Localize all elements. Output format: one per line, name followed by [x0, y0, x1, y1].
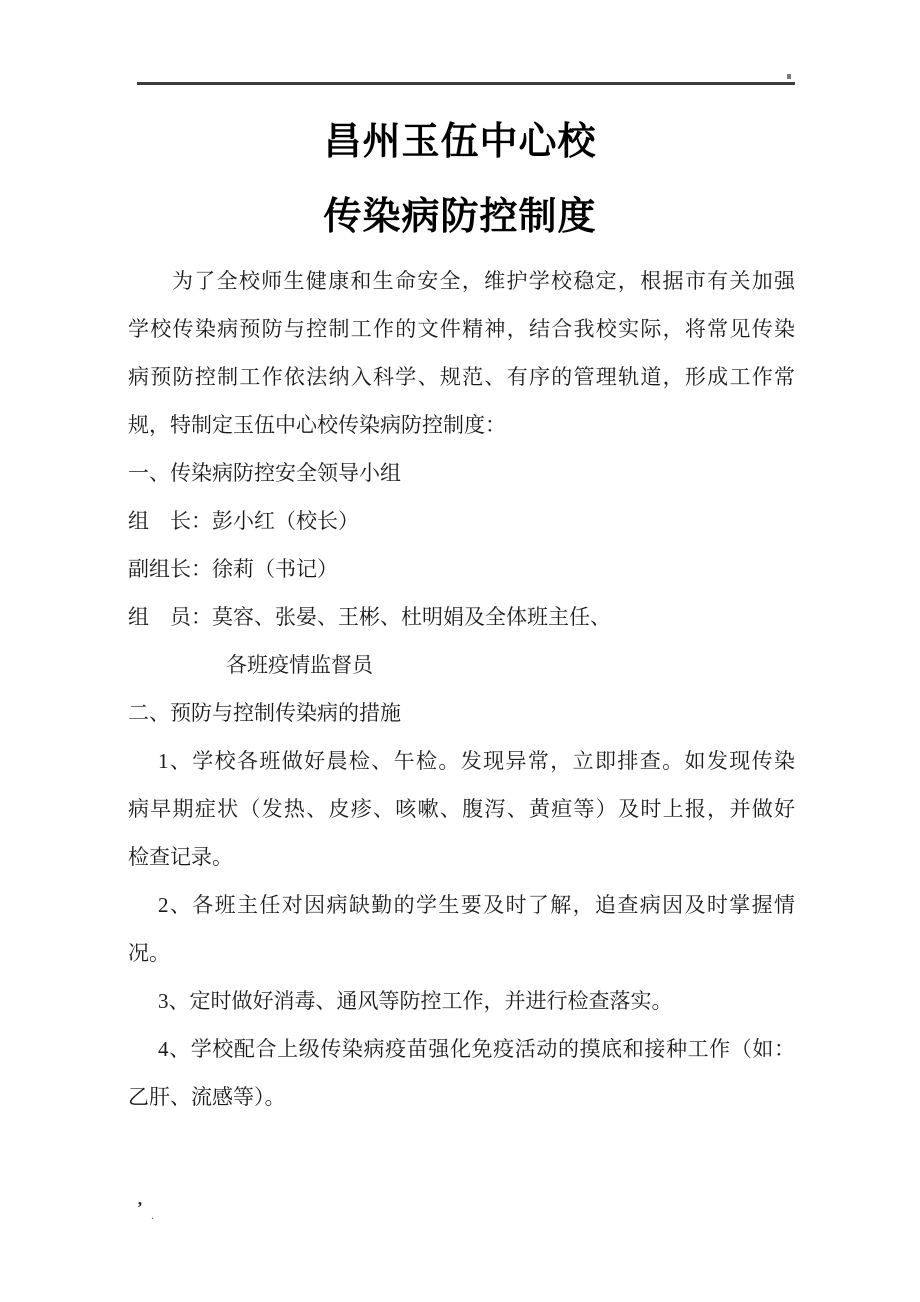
stray-apostrophe-mark: ’: [137, 1198, 143, 1217]
deputy-role-line: 副组长：徐莉（书记）: [128, 557, 338, 581]
paragraph-line: 病预防控制工作依法纳入科学、规范、有序的管理轨道，形成工作常: [128, 365, 795, 389]
list-item-1-line: 1、学校各班做好晨检、午检。发现异常，立即排查。如发现传染: [158, 749, 795, 773]
section-heading-2: 二、预防与控制传染病的措施: [128, 701, 401, 725]
list-item-3-line: 3、定时做好消毒、通风等防控工作，并进行检查落实。: [158, 989, 673, 1013]
list-item-2-line: 况。: [128, 941, 170, 965]
paragraph-line: 学校传染病预防与控制工作的文件精神，结合我校实际，将常见传染: [128, 317, 795, 341]
paragraph-line: 规，特制定玉伍中心校传染病防控制度：: [128, 413, 506, 437]
section-heading-1: 一、传染病防控安全领导小组: [128, 461, 401, 485]
list-item-1-line: 检查记录。: [128, 845, 233, 869]
list-item-4-line: 乙肝、流感等）。: [128, 1085, 286, 1109]
title-line-1: 昌州玉伍中心校: [323, 121, 597, 163]
document-title: [0, 105, 920, 255]
members-continuation-line: 各班疫情监督员: [226, 653, 373, 677]
document-body: [128, 257, 795, 1121]
header-corner-mark: [787, 74, 791, 79]
paragraph-line: 为了全校师生健康和生命安全，维护学校稳定，根据市有关加强: [172, 269, 795, 293]
members-line: 组 员：莫容、张晏、王彬、杜明娟及全体班主任、: [128, 605, 611, 629]
list-item-2-line: 2、各班主任对因病缺勤的学生要及时了解，追查病因及时掌握情: [158, 893, 795, 917]
list-item-4-line: 4、学校配合上级传染病疫苗强化免疫活动的摸底和接种工作（如：: [158, 1037, 795, 1061]
header-rule-line: [137, 82, 795, 85]
title-line-2: 传染病防控制度: [323, 196, 597, 238]
list-item-1-line: 病早期症状（发热、皮疹、咳嗽、腹泻、黄疸等）及时上报，并做好: [128, 797, 795, 821]
leader-role-line: 组 长：彭小红（校长）: [128, 509, 359, 533]
stray-period-mark: .: [151, 1208, 154, 1222]
